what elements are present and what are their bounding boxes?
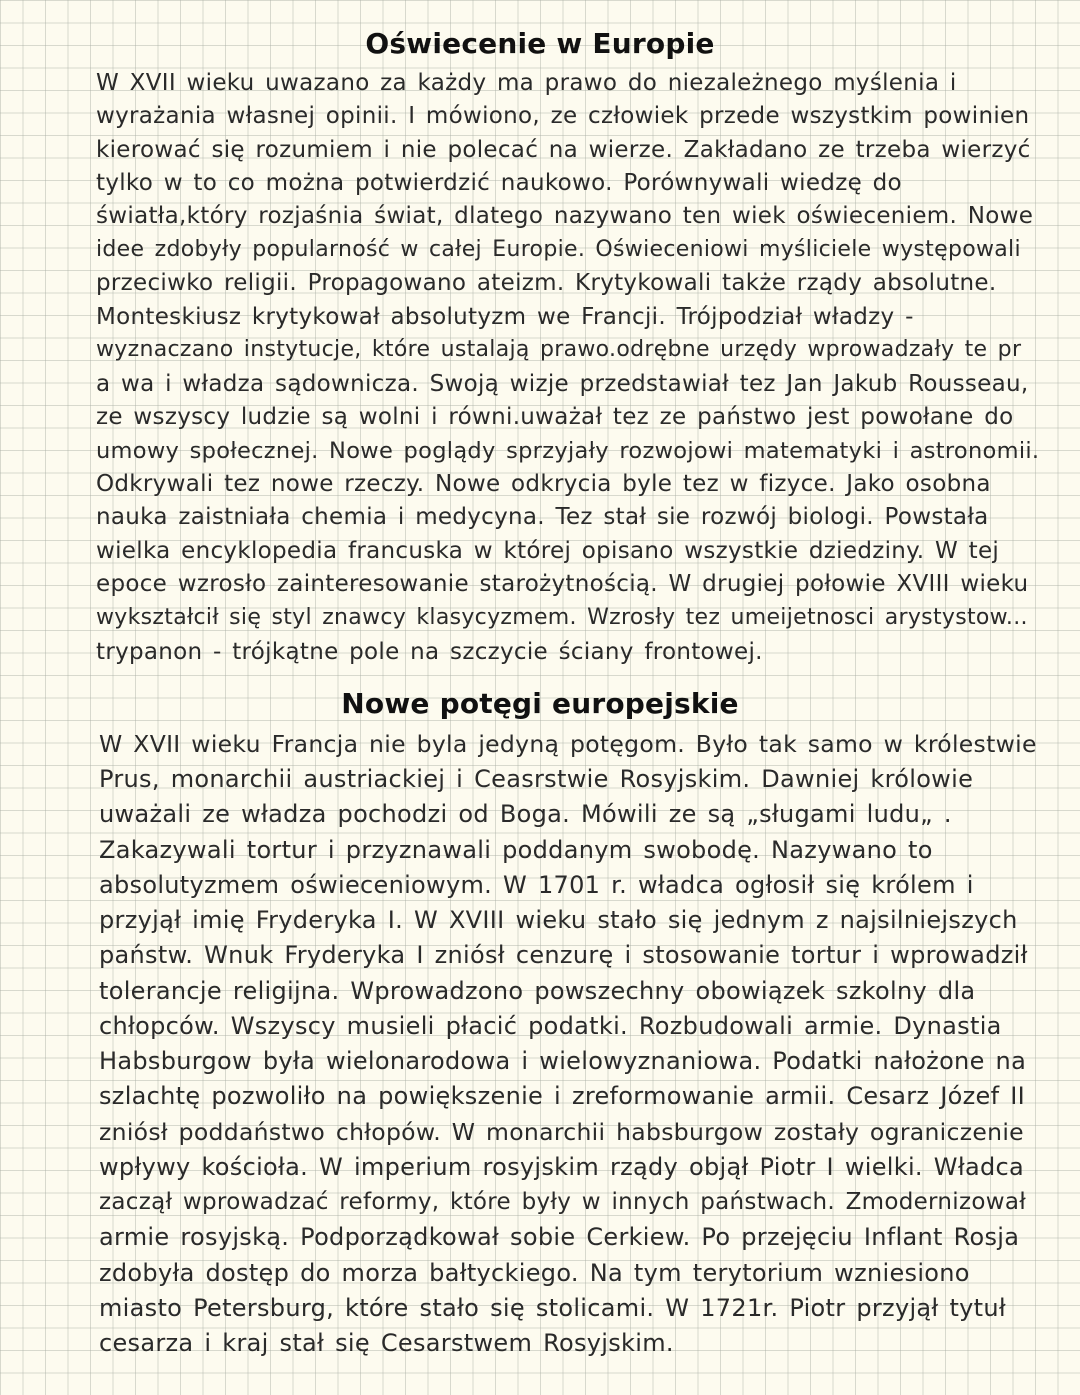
text-line: wyznaczano instytucje, które ustalają prawo.odrębne urzędy wprowadzały te pr <box>96 337 1022 362</box>
text-line: przeciwko religii. Propagowano ateizm. Krytykowali także rządy absolutne. <box>96 270 997 296</box>
text-line: trypanon - trójkątne pole na szczycie ściany frontowej. <box>96 639 763 665</box>
text-line: szlachtę pozwoliło na powiększenie i zreformowanie armii. Cesarz Józef II <box>99 1082 1026 1110</box>
text-line: światła,który rozjaśnia świat, dlatego nazywano ten wiek oświeceniem. Nowe <box>96 203 1034 229</box>
text-line: tolerancje religijna. Wprowadzono powszechny obowiązek szkolny dla <box>99 977 976 1005</box>
text-line: kierować się rozumiem i nie polecać na wierze. Zakładano ze trzeba wierzyć <box>96 137 1031 163</box>
text-line: idee zdobyły popularność w całej Europie. Oświeceniowi myśliciele występowali <box>96 237 1021 262</box>
text-line: Odkrywali tez nowe rzeczy. Nowe odkrycia byle tez w fizyce. Jako osobna <box>96 471 991 497</box>
text-line: Habsburgow była wielonarodowa i wielowyznaniowa. Podatki nałożone na <box>99 1047 1027 1075</box>
text-line: miasto Petersburg, które stało się stolicami. W 1721r. Piotr przyjął tytuł <box>99 1294 1007 1322</box>
text-line: zaczął wprowadzać reformy, które były w innych państwach. Zmodernizował <box>99 1189 1027 1215</box>
text-line: Zakazywali tortur i przyznawali poddanym swobodę. Nazywano to <box>99 836 933 864</box>
text-line: Monteskiusz krytykował absolutyzm we Francji. Trójpodział władzy - <box>96 304 914 330</box>
text-line: wpływy kościoła. W imperium rosyjskim rządy objął Piotr I wielki. Władca <box>99 1153 1024 1181</box>
text-line: tylko w to co można potwierdzić naukowo. Porównywali wiedzę do <box>96 170 902 196</box>
text-line: wielka encyklopedia francuska w której opisano wszystkie dziedziny. W tej <box>96 538 1000 564</box>
text-line: państw. Wnuk Fryderyka I zniósł cenzurę i stosowanie tortur i wprowadził <box>99 941 1028 969</box>
text-line: nauka zaistniała chemia i medycyna. Tez stał sie rozwój biologi. Powstała <box>96 504 989 530</box>
text-line: W XVII wieku Francja nie byla jedyną potęgom. Było tak samo w królestwie <box>99 730 1037 758</box>
text-line: cesarza i kraj stał się Cesarstwem Rosyjskim. <box>99 1329 674 1357</box>
text-line: armie rosyjską. Podporządkował sobie Cerkiew. Po przejęciu Inflant Rosja <box>99 1223 1020 1251</box>
text-line: Prus, monarchii austriackiej i Ceasrstwie Rosyjskim. Dawniej królowie <box>99 765 974 793</box>
text-line: ze wszyscy ludzie są wolni i równi.uważał tez ze państwo jest powołane do <box>96 404 1014 430</box>
text-line: absolutyzmem oświeceniowym. W 1701 r. władca ogłosił się królem i <box>99 871 974 899</box>
text-line: umowy społecznej. Nowe poglądy sprzyjały rozwojowi matematyki i astronomii. <box>96 438 1040 464</box>
text-line: a wa i władza sądownicza. Swoją wizje przedstawiał tez Jan Jakub Rousseau, <box>96 371 1029 397</box>
text-line: przyjął imię Fryderyka I. W XVIII wieku stało się jednym z najsilniejszych <box>99 906 1018 934</box>
text-line: zdobyła dostęp do morza bałtyckiego. Na tym terytorium wzniesiono <box>99 1259 970 1287</box>
text-line: wykształcił się styl znawcy klasycyzmem. Wzrosły tez umeijetnosci arystystow... <box>96 605 1028 630</box>
text-line: uważali ze władza pochodzi od Boga. Mówili ze są „sługami ludu„ . <box>99 800 952 828</box>
text-line: epoce wzrosło zainteresowanie starożytnością. W drugiej połowie XVIII wieku <box>96 571 1029 597</box>
section-title-new-powers: Nowe potęgi europejskie <box>341 687 739 720</box>
section-title-enlightenment: Oświecenie w Europie <box>365 27 715 60</box>
text-line: wyrażania własnej opinii. I mówiono, ze człowiek przede wszystkim powinien <box>96 103 1030 129</box>
text-line: chłopców. Wszyscy musieli płacić podatki. Rozbudowali armie. Dynastia <box>99 1012 1002 1040</box>
text-line: zniósł poddaństwo chłopów. W monarchii habsburgow zostały ograniczenie <box>99 1118 1024 1146</box>
text-line: W XVII wieku uwazano za każdy ma prawo do niezależnego myślenia i <box>96 70 957 96</box>
